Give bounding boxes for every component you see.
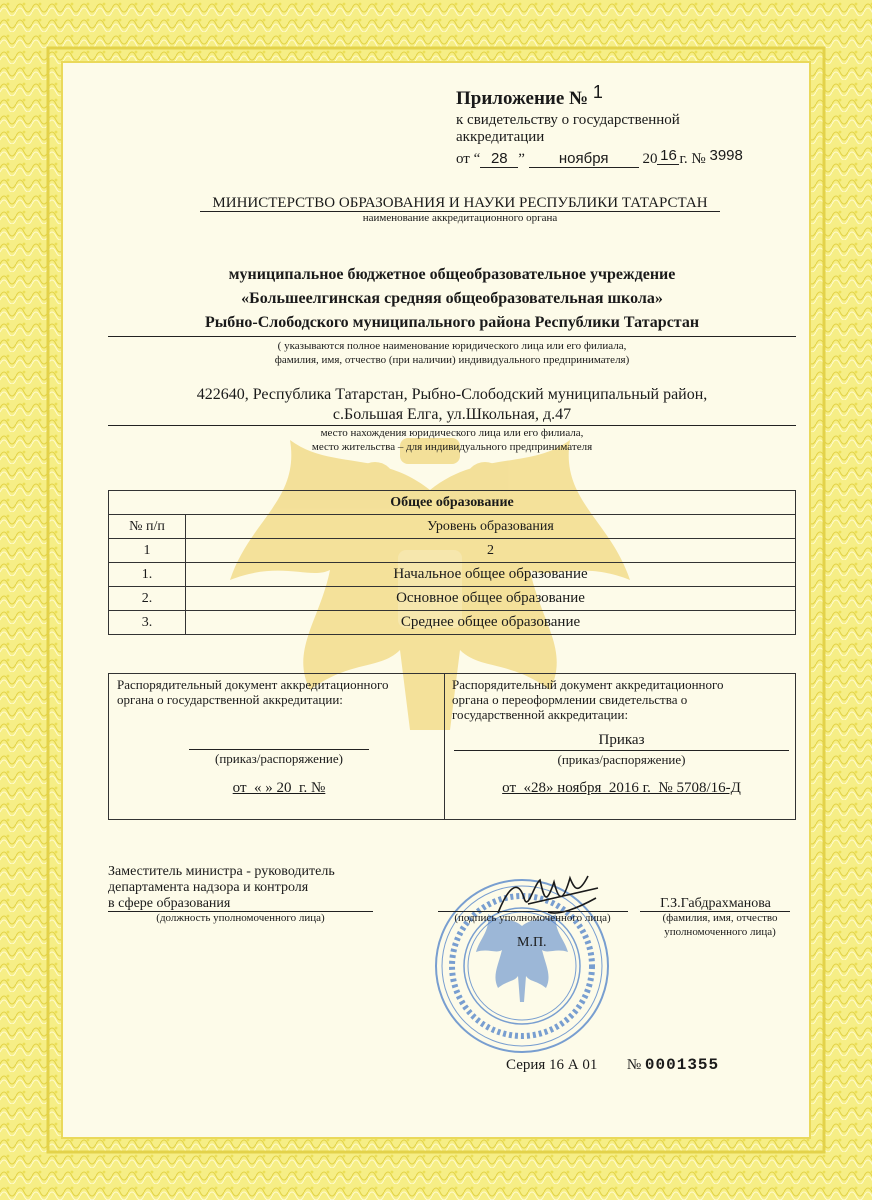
signatory-position: Заместитель министра - руководитель департамента надзора и контроля в сфере образования	[108, 864, 335, 911]
order-right-type: Приказ	[598, 732, 645, 748]
row-number: 1.	[109, 563, 186, 587]
address-caption: место нахождения юридического лица или его филиала, место жительства – для индивидуального предпринимателя	[311, 427, 593, 453]
form-number: 0001355	[644, 1056, 720, 1074]
address: 422640, Республика Татарстан, Рыбно-Слободский муниципальный район, с.Большая Елга, ул.Школьная, д.47	[196, 386, 708, 423]
institution-name: муниципальное бюджетное общеобразовательное учреждение «Большеелгинская средняя общеобразовательная школа» Рыбно-Слободского муниципального района Республики Татарстан	[204, 266, 700, 331]
row-number: 3.	[109, 611, 186, 635]
table-title-row	[109, 491, 796, 515]
row-level: Начальное общее образование	[186, 563, 796, 587]
date-day: 28	[480, 150, 518, 168]
orders-divider	[444, 674, 445, 819]
signature-caption: (подпись уполномоченного лица)	[454, 912, 611, 924]
institution-underline	[108, 336, 796, 337]
authority-name: МИНИСТЕРСТВО ОБРАЗОВАНИЯ И НАУКИ РЕСПУБЛИКИ ТАТАРСТАН	[212, 195, 708, 211]
series-label: Серия 16 А 01	[506, 1057, 598, 1073]
authority-underline	[200, 211, 720, 212]
order-right-date: от «28» ноября 2016 г. № 5708/16-Д	[502, 780, 741, 796]
date-year: 16	[657, 147, 679, 165]
series-number: Серия 16 А 01 № 0001355	[506, 1056, 720, 1074]
order-left-date: от « » 20 г. №	[232, 780, 326, 796]
date-month: ноября	[529, 150, 639, 168]
order-right-line	[454, 750, 789, 751]
appendix-title: Приложение № 1	[456, 82, 603, 109]
authority-caption: наименование аккредитационного органа	[362, 212, 558, 224]
appendix-number: 1	[592, 82, 603, 102]
table-row	[109, 611, 796, 635]
order-right-text: Распорядительный документ аккредитационного органа о переоформлении свидетельства о государственной аккредитации:	[452, 677, 724, 722]
appendix-date: от “ 28 ” ноября 20 16 г. № 3998	[456, 147, 743, 167]
index-1: 1	[109, 539, 186, 563]
position-caption: (должность уполномоченного лица)	[156, 912, 325, 924]
table-title: Общее образование	[109, 491, 796, 515]
row-number: 2.	[109, 587, 186, 611]
stamp-place-label: М.П.	[517, 935, 547, 950]
orders-box	[108, 673, 796, 820]
name-caption: (фамилия, имя, отчество уполномоченного лица)	[662, 912, 778, 938]
appendix-subtitle: к свидетельству о государственной аккредитации	[456, 112, 680, 145]
header-level: Уровень образования	[186, 515, 796, 539]
education-levels-table	[108, 490, 796, 635]
table-row	[109, 563, 796, 587]
table-row	[109, 587, 796, 611]
institution-caption: ( указываются полное наименование юридического лица или его филиала, фамилия, имя, отчество (при наличии) индивидуального предпринимателя)	[274, 340, 630, 366]
table-index-row	[109, 539, 796, 563]
order-left-caption: (приказ/распоряжение)	[215, 751, 343, 766]
order-left-line	[189, 749, 369, 750]
order-right-caption: (приказ/распоряжение)	[557, 752, 686, 767]
certificate-number: 3998	[709, 147, 743, 164]
table-header-row	[109, 515, 796, 539]
index-2: 2	[186, 539, 796, 563]
signatory-name: Г.З.Габдрахманова	[660, 896, 771, 911]
order-left-text: Распорядительный документ аккредитационного органа о государственной аккредитации:	[117, 677, 389, 707]
row-level: Основное общее образование	[186, 587, 796, 611]
header-number: № п/п	[109, 515, 186, 539]
row-level: Среднее общее образование	[186, 611, 796, 635]
